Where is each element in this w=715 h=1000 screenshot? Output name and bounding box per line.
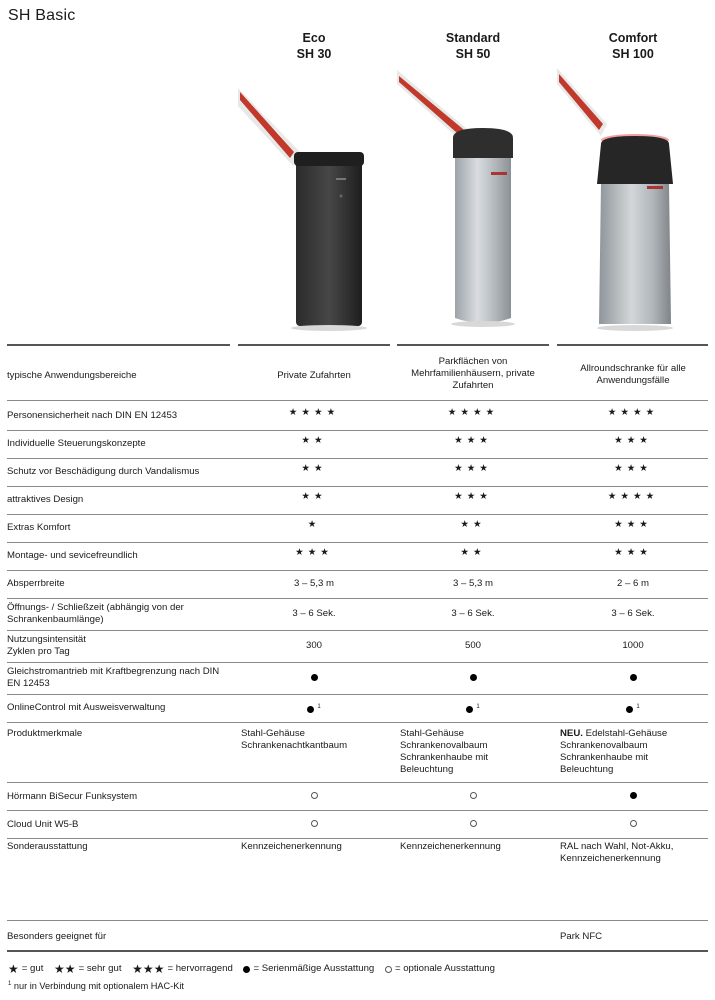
divider	[7, 400, 708, 401]
row-label: Öffnungs- / Schließzeit (abhängig von der Schrankenbaumlänge)	[7, 602, 184, 625]
row-label	[7, 634, 230, 658]
divider	[7, 950, 708, 952]
standard-feature-dot	[630, 792, 637, 799]
row-label: typische Anwendungsbereiche	[7, 370, 137, 381]
cell-line: Stahl-Gehäuse	[241, 728, 305, 739]
cell: 3 – 5,3 m	[294, 578, 334, 589]
optional-feature-circle	[470, 820, 477, 827]
cell-text: Edelstahl-Gehäuse	[582, 728, 668, 739]
row-label: attraktives Design	[7, 494, 84, 505]
model-name: SH 100	[612, 47, 654, 61]
table-row	[7, 722, 708, 784]
empty-circle-icon	[385, 966, 392, 973]
cell	[557, 728, 709, 776]
cell: 300	[305, 640, 322, 651]
cell-line: Beleuchtung	[560, 764, 614, 775]
table-row	[7, 570, 708, 598]
standard-feature-dot	[626, 706, 633, 713]
footnote-text: nur in Verbindung mit optionalem HAC-Kit	[11, 981, 184, 992]
cell	[397, 790, 549, 802]
legend-hervorragend: = hervorragend	[167, 963, 233, 974]
three-star-icon: ★★★	[132, 962, 165, 976]
cell: 3 – 6 Sek.	[292, 608, 336, 619]
star-rating: ★	[307, 519, 321, 530]
two-star-icon: ★★	[54, 962, 76, 976]
cell: Parkflächen von Mehrfamilienhäusern, private Zufahrten	[411, 356, 535, 391]
table-row	[7, 662, 708, 694]
star-rating: ★★★★	[607, 491, 659, 502]
star-rating: ★★★	[614, 463, 652, 474]
star-rating: ★★★	[614, 519, 652, 530]
star-rating: ★★★	[454, 463, 492, 474]
cell-line: Schrankenachtkantbaum	[241, 740, 348, 751]
product-image-sh30	[238, 66, 390, 336]
table-row	[7, 458, 708, 486]
star-rating: ★★★	[614, 547, 652, 558]
optional-feature-circle	[630, 820, 637, 827]
standard-feature-dot	[630, 674, 637, 681]
row-label: Cloud Unit W5-B	[7, 819, 79, 830]
star-rating: ★★★	[295, 547, 333, 558]
cell	[397, 818, 549, 830]
table-row	[7, 486, 708, 514]
footnote-mark: 1	[317, 704, 321, 710]
cell: Park NFC	[560, 931, 603, 942]
table-row	[7, 694, 708, 722]
cell	[397, 701, 549, 716]
cell-line: Schrankenhaube mit	[560, 752, 648, 763]
product-image-sh50	[397, 66, 549, 336]
row-label: Hörmann BiSecur Funksystem	[7, 791, 138, 802]
cell	[557, 790, 709, 802]
cell	[238, 790, 390, 802]
cell	[238, 701, 390, 716]
star-rating: ★★	[301, 435, 327, 446]
cell	[397, 672, 549, 684]
footnote-mark: 1	[476, 704, 480, 710]
cell	[238, 672, 390, 684]
star-rating: ★★★	[454, 491, 492, 502]
model-line: Comfort	[608, 31, 658, 45]
table-row	[7, 542, 708, 570]
cell: 500	[464, 640, 481, 651]
table-row	[7, 630, 708, 662]
model-name: SH 50	[455, 47, 491, 61]
filled-dot-icon	[243, 966, 250, 973]
standard-feature-dot	[466, 706, 473, 713]
cell: 2 – 6 m	[617, 578, 649, 589]
row-label: Gleichstromantrieb mit Kraftbegrenzung nach DIN EN 12453	[7, 666, 220, 689]
footnote	[8, 978, 184, 992]
standard-feature-dot	[311, 674, 318, 681]
star-rating: ★★★★	[607, 407, 659, 418]
cell-line	[560, 728, 709, 740]
cell: Kennzeichenerkennung	[241, 841, 342, 852]
star-rating: ★★	[301, 491, 327, 502]
cell: RAL nach Wahl, Not-Akku, Kennzeichenerkennung	[560, 841, 674, 864]
row-label: OnlineControl mit Ausweisverwaltung	[7, 702, 166, 713]
cell: 3 – 6 Sek.	[611, 608, 655, 619]
table-row	[7, 598, 708, 630]
row-label: Produktmerkmale	[7, 728, 83, 739]
star-rating: ★★	[460, 519, 486, 530]
cell	[238, 728, 390, 752]
star-rating: ★★★★	[288, 407, 340, 418]
row-label: Individuelle Steuerungskonzepte	[7, 438, 146, 449]
cell	[557, 818, 709, 830]
cell-line: Schrankenovalbaum	[400, 740, 488, 751]
cell	[557, 672, 709, 684]
cell: Kennzeichenerkennung	[400, 841, 501, 852]
table-row	[7, 810, 708, 838]
cell-line: Stahl-Gehäuse	[400, 728, 464, 739]
product-image-sh100	[557, 66, 709, 336]
legend-serie: = Serienmäßige Ausstattung	[253, 963, 375, 974]
cell: 1000	[622, 640, 644, 651]
cell: Private Zufahrten	[277, 370, 351, 381]
row-label: Personensicherheit nach DIN EN 12453	[7, 410, 178, 421]
page-title: SH Basic	[8, 7, 76, 24]
table-row	[7, 920, 708, 950]
standard-feature-dot	[307, 706, 314, 713]
cell: Allroundschranke für alle Anwendungsfälle	[580, 363, 686, 386]
table-row	[7, 344, 708, 400]
row-label: Schutz vor Beschädigung durch Vandalismus	[7, 466, 200, 477]
cell: 3 – 6 Sek.	[451, 608, 495, 619]
new-badge: NEU.	[560, 728, 583, 739]
cell	[238, 818, 390, 830]
model-header-eco	[238, 30, 390, 62]
row-label-line: Zyklen pro Tag	[7, 646, 70, 657]
star-rating: ★★	[301, 463, 327, 474]
row-label: Sonderausstattung	[7, 841, 88, 852]
cell	[397, 728, 549, 776]
model-name: SH 30	[296, 47, 332, 61]
optional-feature-circle	[311, 820, 318, 827]
table-row	[7, 782, 708, 810]
table-row	[7, 402, 708, 430]
star-icon: ★	[8, 962, 19, 976]
table-row	[7, 430, 708, 458]
optional-feature-circle	[311, 792, 318, 799]
standard-feature-dot	[470, 674, 477, 681]
row-label: Extras Komfort	[7, 522, 71, 533]
star-rating: ★★★★	[447, 407, 499, 418]
star-rating: ★★★	[454, 435, 492, 446]
table-row	[7, 838, 708, 920]
cell-line: Schrankenovalbaum	[560, 740, 648, 751]
cell: 3 – 5,3 m	[453, 578, 493, 589]
footnote-mark: 1	[636, 704, 640, 710]
row-label: Besonders geeignet für	[7, 931, 107, 942]
cell	[557, 701, 709, 716]
model-header-comfort	[557, 30, 709, 62]
legend	[8, 963, 503, 976]
star-rating: ★★★	[614, 435, 652, 446]
model-line: Standard	[445, 31, 501, 45]
row-label: Montage- und sevicefreundlich	[7, 550, 138, 561]
footnote-mark: 1	[8, 981, 12, 987]
cell-line: Beleuchtung	[400, 764, 454, 775]
optional-feature-circle	[470, 792, 477, 799]
table-row	[7, 514, 708, 542]
legend-optional: = optionale Ausstattung	[394, 963, 495, 974]
star-rating: ★★	[460, 547, 486, 558]
row-label: Absperrbreite	[7, 578, 65, 589]
legend-gut: = gut	[21, 963, 44, 974]
model-line: Eco	[302, 31, 326, 45]
row-label-line: Nutzungsintensität	[7, 634, 86, 645]
cell-line: Schrankenhaube mit	[400, 752, 488, 763]
model-header-standard	[397, 30, 549, 62]
legend-sehr-gut: = sehr gut	[78, 963, 122, 974]
